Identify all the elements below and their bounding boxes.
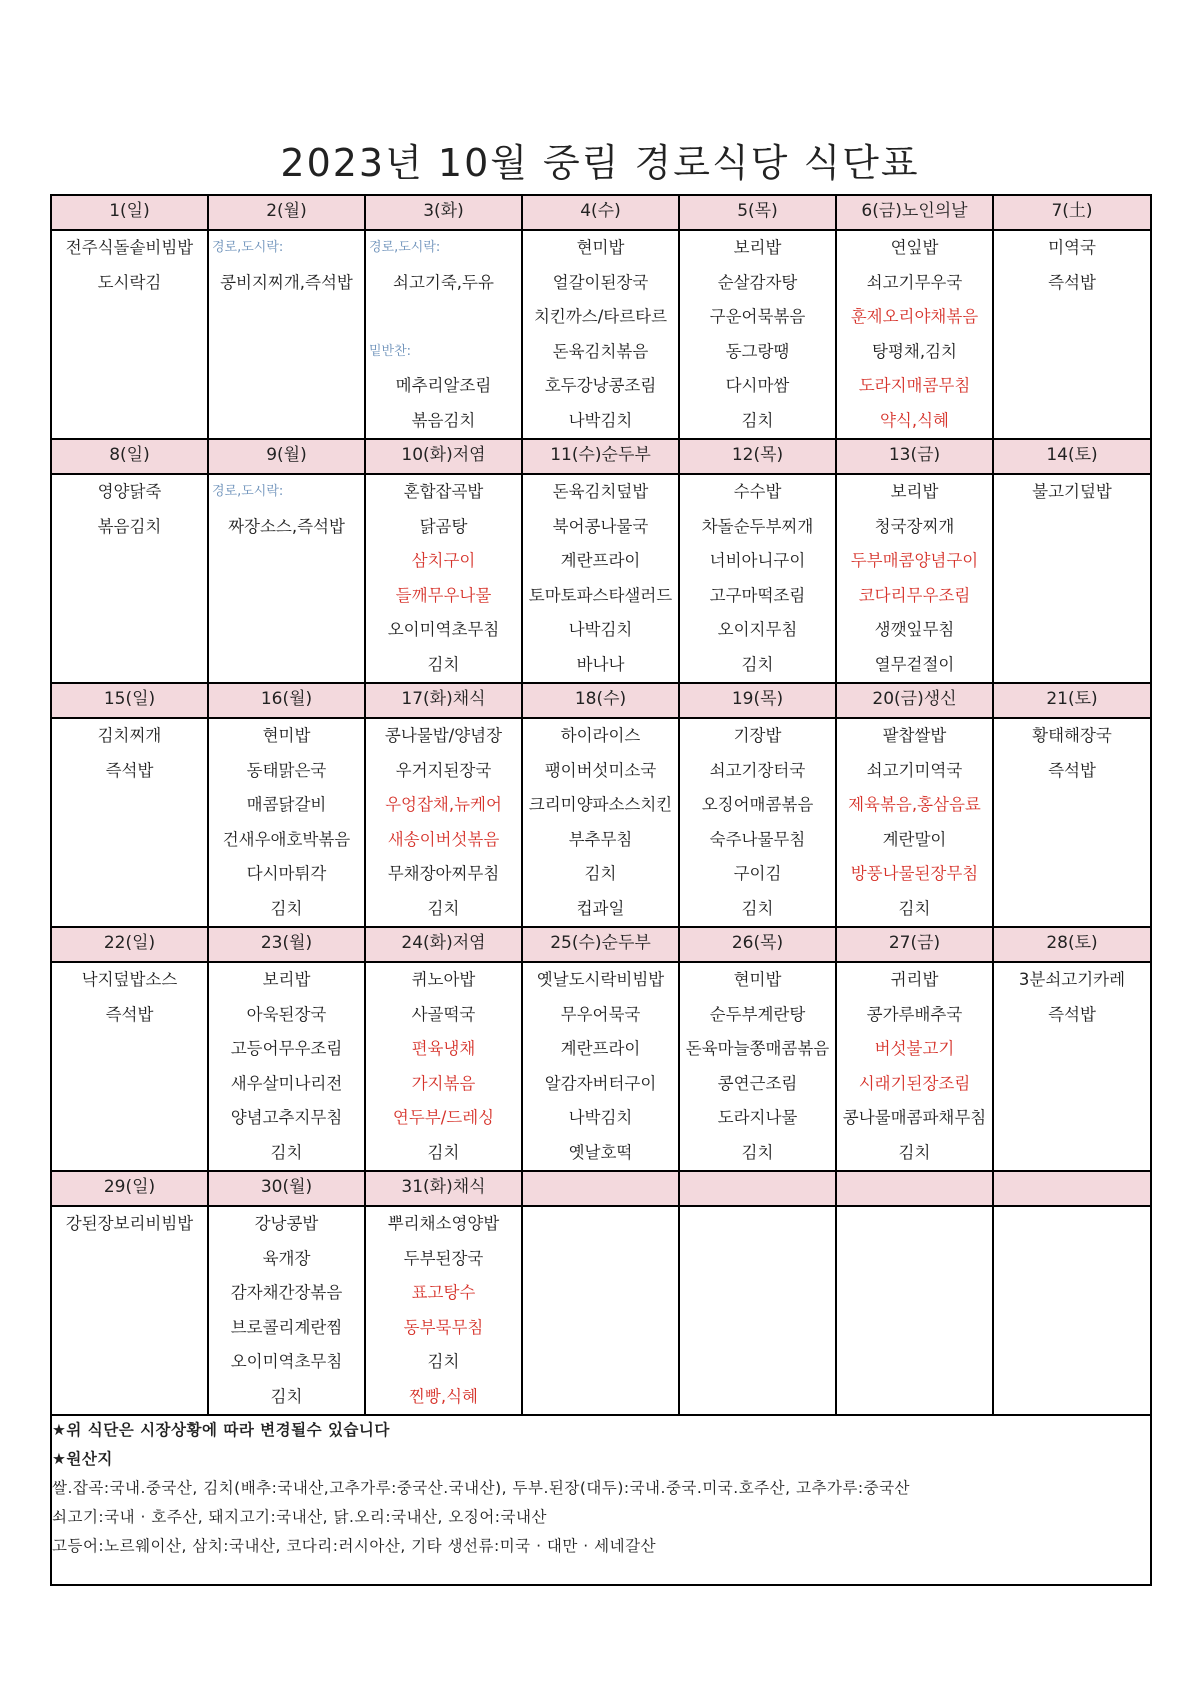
menu-item: 우거지된장국 <box>395 760 492 780</box>
day-header: 23(월) <box>208 927 365 962</box>
day-menu-cell <box>679 718 836 927</box>
day-menu-cell <box>679 230 836 439</box>
menu-item: 순두부계란탕 <box>709 1004 806 1024</box>
menu-item: 나박김치 <box>568 620 633 639</box>
day-header: 5(목) <box>679 195 836 230</box>
menu-item: 버섯불고기 <box>874 1039 955 1058</box>
menu-item: 무우어묵국 <box>560 1004 641 1024</box>
menu-calendar <box>50 194 1152 1586</box>
day-menu-cell <box>365 962 522 1171</box>
menu-item: 사골떡국 <box>411 1004 476 1024</box>
menu-item: 두부매콤양념구이 <box>850 551 979 570</box>
menu-item: 육개장 <box>262 1248 311 1268</box>
menu-item: 3분쇠고기카레 <box>1018 970 1126 989</box>
notes-heading: ★위 식단은 시장상황에 따라 변경될수 있습니다 <box>52 1421 390 1439</box>
menu-item: 오이미역초무침 <box>387 620 500 639</box>
menu-item: 메추리알조림 <box>395 376 492 395</box>
menu-item: 현미밥 <box>733 970 782 989</box>
day-menu-cell <box>679 1206 836 1415</box>
day-menu-cell <box>522 474 679 683</box>
menu-item: 김치 <box>898 1142 931 1162</box>
day-header: 2(월) <box>208 195 365 230</box>
menu-item: 현미밥 <box>262 726 311 745</box>
menu-item: 토마토파스타샐러드 <box>528 585 673 605</box>
menu-item: 즉석밥 <box>1048 1004 1096 1024</box>
day-menu-cell <box>51 718 208 927</box>
day-header: 1(일) <box>51 195 208 230</box>
day-menu-cell <box>993 1206 1151 1415</box>
menu-item: 김치 <box>898 898 931 918</box>
menu-item: 감자채간장볶음 <box>230 1283 343 1302</box>
menu-item: 혼합잡곡밥 <box>403 482 484 501</box>
day-menu-cell <box>51 474 208 683</box>
menu-item: 옛날도시락비빔밥 <box>536 970 665 989</box>
menu-item: 동그랑땡 <box>725 341 790 361</box>
day-menu-cell <box>51 1206 208 1415</box>
menu-item: 계란프라이 <box>560 1039 641 1058</box>
menu-item: 김치 <box>741 1142 774 1162</box>
day-menu-cell <box>836 1206 993 1415</box>
menu-item: 브로콜리계란찜 <box>230 1317 343 1337</box>
day-menu-cell <box>993 474 1151 683</box>
menu-item: 김치 <box>741 654 774 674</box>
menu-item <box>366 300 521 335</box>
week-menu-row <box>51 230 1151 439</box>
menu-item: 김치 <box>427 898 460 918</box>
day-header: 16(월) <box>208 683 365 718</box>
menu-item: 오징어매콤볶음 <box>701 795 814 814</box>
menu-item: 너비아니구이 <box>709 551 806 570</box>
menu-item: 즉석밥 <box>1048 272 1096 292</box>
menu-item: 김치 <box>270 1386 303 1406</box>
day-menu-cell <box>208 1206 365 1415</box>
day-header: 20(금)생신 <box>836 683 993 718</box>
day-header: 15(일) <box>51 683 208 718</box>
day-menu-cell <box>208 474 365 683</box>
week-header-row <box>51 195 1151 230</box>
menu-item: 구운어묵볶음 <box>709 307 806 326</box>
origin-note: 고등어:노르웨이산, 삼치:국내산, 코다리:러시아산, 기타 생선류:미국 · 대만 · 세네갈산 <box>52 1537 657 1555</box>
day-menu-cell <box>836 718 993 927</box>
menu-item: 콩연근조림 <box>717 1073 798 1093</box>
menu-item: 즉석밥 <box>105 1004 154 1024</box>
week-menu-row <box>51 474 1151 683</box>
menu-item: 동부묵무침 <box>403 1317 484 1337</box>
day-menu-cell <box>993 962 1151 1171</box>
menu-item: 오이미역초무침 <box>230 1352 343 1371</box>
menu-item: 호두강낭콩조림 <box>544 376 657 395</box>
day-menu-cell <box>208 962 365 1171</box>
menu-item: 두부된장국 <box>403 1248 484 1268</box>
menu-item: 나박김치 <box>568 1108 633 1127</box>
menu-item: 기장밥 <box>733 726 782 745</box>
menu-item: 김치 <box>584 864 617 883</box>
page-title: 2023년 10월 중림 경로식당 식단표 <box>280 141 920 185</box>
day-menu-cell <box>836 474 993 683</box>
menu-section-label: 경로,도시락: <box>212 240 284 255</box>
menu-item: 훈제오리야채볶음 <box>850 307 979 326</box>
menu-item: 오이지무침 <box>717 620 798 639</box>
menu-item: 영양닭죽 <box>97 482 162 501</box>
menu-item: 김치 <box>270 1142 303 1162</box>
menu-item: 옛날호떡 <box>568 1142 633 1162</box>
menu-item: 전주식돌솥비빔밥 <box>65 238 194 257</box>
menu-item: 다시마쌈 <box>725 376 790 395</box>
day-header: 31(화)채식 <box>365 1171 522 1206</box>
day-header: 13(금) <box>836 439 993 474</box>
day-menu-cell <box>836 230 993 439</box>
day-header: 24(화)저염 <box>365 927 522 962</box>
day-menu-cell <box>51 962 208 1171</box>
menu-item: 계란말이 <box>882 829 947 849</box>
day-header: 7(土) <box>993 195 1151 230</box>
menu-item: 시래기된장조림 <box>858 1073 971 1093</box>
menu-item: 얼갈이된장국 <box>552 272 649 292</box>
menu-item: 도시락김 <box>97 272 162 292</box>
origin-note: 쌀.잡곡:국내.중국산, 김치(배추:국내산,고추가루:중국산.국내산), 두부.된장(대두):국내.중국.미국.호주산, 고추가루:중국산 <box>52 1479 911 1497</box>
day-menu-cell <box>365 718 522 927</box>
menu-item: 새송이버섯볶음 <box>387 829 500 849</box>
day-header: 4(수) <box>522 195 679 230</box>
menu-item: 콩나물밥/양념장 <box>384 726 503 745</box>
day-header: 27(금) <box>836 927 993 962</box>
menu-item: 닭곰탕 <box>419 516 468 536</box>
menu-item: 아욱된장국 <box>246 1004 327 1024</box>
menu-item: 청국장찌개 <box>874 516 955 536</box>
day-header: 18(수) <box>522 683 679 718</box>
menu-item: 숙주나물무침 <box>709 829 806 849</box>
day-menu-cell <box>522 962 679 1171</box>
menu-item: 김치 <box>270 898 303 918</box>
menu-section-label: 경로,도시락: <box>212 484 284 499</box>
menu-item: 제육볶음,홍삼음료 <box>848 795 981 814</box>
day-header <box>836 1171 993 1206</box>
menu-item: 보리밥 <box>733 238 782 257</box>
menu-item: 동태맑은국 <box>246 760 327 780</box>
menu-item: 쇠고기죽,두유 <box>393 272 494 292</box>
menu-item: 알감자버터구이 <box>544 1073 657 1093</box>
day-header: 10(화)저염 <box>365 439 522 474</box>
menu-item: 코다리무우조림 <box>858 585 971 605</box>
menu-item: 돈육김치볶음 <box>552 341 649 361</box>
menu-item: 수수밥 <box>733 482 782 501</box>
menu-item: 순살감자탕 <box>717 272 798 292</box>
menu-item: 미역국 <box>1048 238 1096 257</box>
day-header: 19(목) <box>679 683 836 718</box>
menu-section-label: 밑반찬: <box>369 343 412 359</box>
day-header <box>522 1171 679 1206</box>
menu-item: 강낭콩밥 <box>254 1214 319 1233</box>
menu-item: 즉석밥 <box>1048 760 1096 780</box>
day-menu-cell <box>522 1206 679 1415</box>
menu-item: 짜장소스,즉석밥 <box>228 516 345 536</box>
day-menu-cell <box>679 474 836 683</box>
menu-item: 방풍나물된장무침 <box>850 864 979 883</box>
week-header-row <box>51 439 1151 474</box>
day-menu-cell <box>365 1206 522 1415</box>
menu-item: 나박김치 <box>568 410 633 430</box>
day-header: 22(일) <box>51 927 208 962</box>
menu-item: 차돌순두부찌개 <box>701 516 814 536</box>
menu-item: 새우살미나리전 <box>230 1073 343 1093</box>
week-menu-row <box>51 1206 1151 1415</box>
day-menu-cell <box>836 962 993 1171</box>
day-header: 26(목) <box>679 927 836 962</box>
menu-item: 표고탕수 <box>411 1283 476 1302</box>
menu-item: 부추무침 <box>568 829 633 849</box>
menu-item: 도라지매콤무침 <box>858 376 971 395</box>
menu-item: 북어콩나물국 <box>552 516 649 536</box>
day-menu-cell <box>208 230 365 439</box>
menu-item: 건새우애호박볶음 <box>222 829 351 849</box>
menu-item: 김치 <box>741 410 774 430</box>
menu-item: 콩비지찌개,즉석밥 <box>220 272 353 292</box>
menu-item: 돈육마늘쫑매콤볶음 <box>685 1039 830 1058</box>
menu-item: 팥찹쌀밥 <box>882 726 947 745</box>
menu-item: 강된장보리비빔밥 <box>65 1214 194 1233</box>
menu-item: 양념고추지무침 <box>230 1108 343 1127</box>
menu-item: 편육냉채 <box>411 1039 476 1058</box>
week-header-row <box>51 1171 1151 1206</box>
menu-item: 들깨무우나물 <box>395 585 492 605</box>
menu-item: 바나나 <box>576 654 625 674</box>
menu-item: 낙지덮밥소스 <box>81 970 178 989</box>
day-menu-cell <box>993 230 1151 439</box>
menu-item: 하이라이스 <box>560 726 641 745</box>
menu-item: 볶음김치 <box>97 516 162 536</box>
week-header-row <box>51 927 1151 962</box>
menu-item: 퀴노아밥 <box>411 970 476 989</box>
week-menu-row <box>51 718 1151 927</box>
week-header-row <box>51 683 1151 718</box>
day-header: 29(일) <box>51 1171 208 1206</box>
menu-item: 생깻잎무침 <box>874 620 955 639</box>
menu-item: 귀리밥 <box>890 970 939 989</box>
notes-row <box>51 1415 1151 1585</box>
menu-section-label: 경로,도시락: <box>369 240 441 255</box>
menu-item: 김치찌개 <box>97 726 162 745</box>
menu-item: 가지볶음 <box>411 1073 476 1093</box>
day-menu-cell <box>365 230 522 439</box>
day-header: 12(목) <box>679 439 836 474</box>
day-header: 28(토) <box>993 927 1151 962</box>
menu-item: 찐빵,식혜 <box>408 1386 478 1406</box>
menu-item: 우엉잡채,뉴케어 <box>385 795 502 814</box>
day-menu-cell <box>522 230 679 439</box>
menu-item: 탕평채,김치 <box>872 341 957 361</box>
menu-item: 쇠고기무우국 <box>866 272 963 292</box>
menu-item: 보리밥 <box>890 482 939 501</box>
menu-item: 돈육김치덮밥 <box>552 482 649 501</box>
notes-heading: ★원산지 <box>52 1450 113 1468</box>
menu-item: 팽이버섯미소국 <box>544 760 657 780</box>
menu-item: 콩나물매콤파채무침 <box>842 1108 987 1127</box>
day-header: 3(화) <box>365 195 522 230</box>
day-header: 9(월) <box>208 439 365 474</box>
origin-note: 쇠고기:국내 · 호주산, 돼지고기:국내산, 닭.오리:국내산, 오징어:국내산 <box>52 1508 547 1526</box>
day-header <box>993 1171 1151 1206</box>
menu-item: 다시마튀각 <box>246 864 327 883</box>
day-menu-cell <box>365 474 522 683</box>
day-header: 11(수)순두부 <box>522 439 679 474</box>
day-menu-cell <box>522 718 679 927</box>
menu-item: 김치 <box>427 1352 460 1371</box>
menu-item: 약식,식혜 <box>879 410 949 430</box>
day-header: 25(수)순두부 <box>522 927 679 962</box>
menu-item: 쇠고기미역국 <box>866 760 963 780</box>
menu-item: 열무겉절이 <box>874 654 955 674</box>
menu-item: 보리밥 <box>262 970 311 989</box>
menu-item: 연잎밥 <box>890 238 939 257</box>
menu-item: 황태해장국 <box>1032 726 1112 745</box>
menu-item: 크리미양파소스치킨 <box>528 795 673 814</box>
day-menu-cell <box>993 718 1151 927</box>
menu-item: 컵과일 <box>576 898 625 918</box>
menu-item: 매콤닭갈비 <box>246 795 327 814</box>
week-menu-row <box>51 962 1151 1171</box>
menu-item: 뿌리채소영양밥 <box>387 1214 500 1233</box>
menu-item: 삼치구이 <box>411 551 476 570</box>
menu-item: 도라지나물 <box>717 1108 798 1127</box>
menu-item: 쇠고기장터국 <box>709 760 806 780</box>
menu-item: 불고기덮밥 <box>1032 482 1112 501</box>
menu-item: 콩가루배추국 <box>866 1004 963 1024</box>
menu-item: 현미밥 <box>576 238 625 257</box>
menu-item: 즉석밥 <box>105 760 154 780</box>
day-menu-cell <box>51 230 208 439</box>
menu-item: 계란프라이 <box>560 551 641 570</box>
menu-item: 김치 <box>427 1142 460 1162</box>
menu-item: 고등어무우조림 <box>230 1039 343 1058</box>
day-menu-cell <box>679 962 836 1171</box>
day-header: 8(일) <box>51 439 208 474</box>
day-header: 6(금)노인의날 <box>836 195 993 230</box>
menu-item: 고구마떡조림 <box>709 585 806 605</box>
day-header: 21(토) <box>993 683 1151 718</box>
day-header: 30(월) <box>208 1171 365 1206</box>
notes-cell <box>51 1415 1151 1585</box>
menu-item: 연두부/드레싱 <box>392 1108 495 1127</box>
day-header <box>679 1171 836 1206</box>
menu-item: 볶음김치 <box>411 410 476 430</box>
day-header: 17(화)채식 <box>365 683 522 718</box>
menu-item: 김치 <box>427 654 460 674</box>
menu-item: 무채장아찌무침 <box>387 864 500 883</box>
day-menu-cell <box>208 718 365 927</box>
day-header: 14(토) <box>993 439 1151 474</box>
menu-item: 구이김 <box>733 864 782 883</box>
menu-item: 김치 <box>741 898 774 918</box>
menu-item: 치킨까스/타르타르 <box>533 307 668 326</box>
